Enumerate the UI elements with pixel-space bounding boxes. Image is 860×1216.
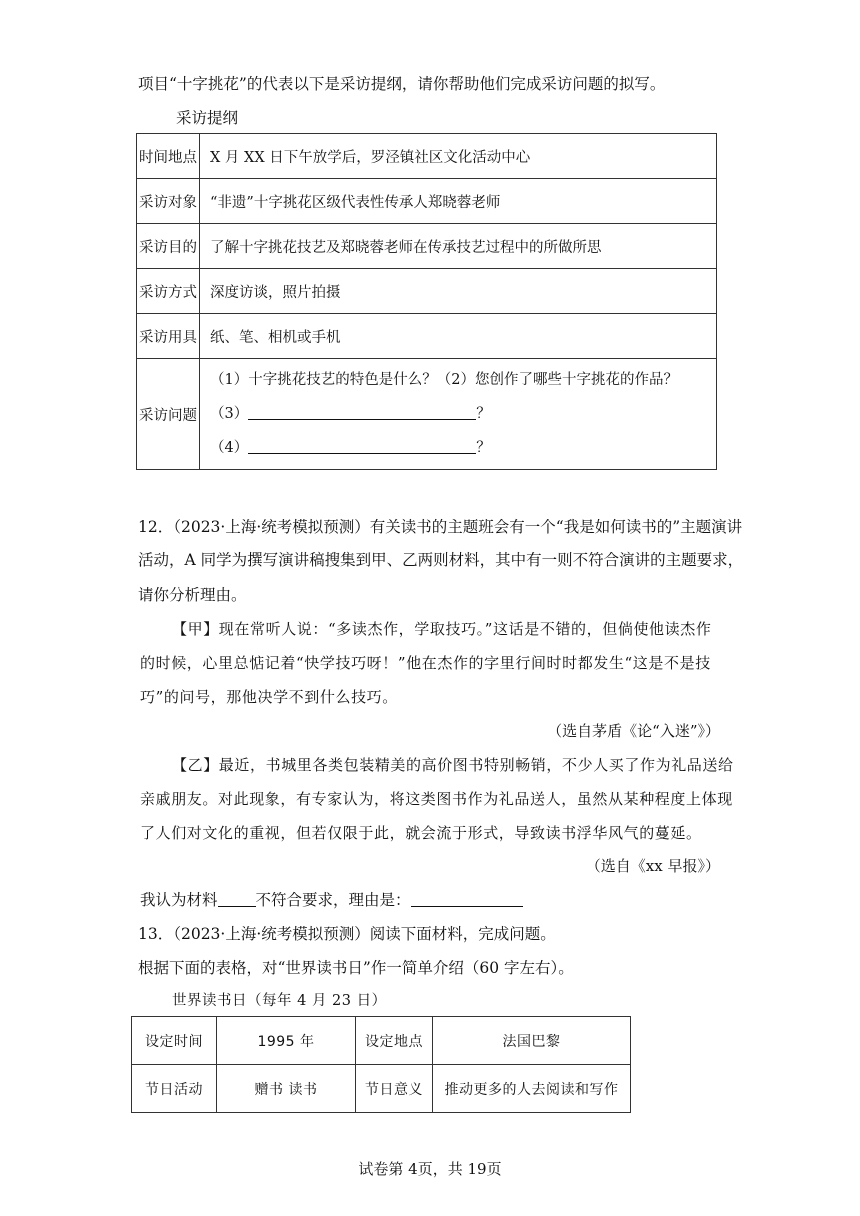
material-yi-line-1: 【乙】最近，书城里各类包装精美的高价图书特别畅销，不少人买了作为礼品送给	[172, 756, 734, 774]
q12-answer-line	[140, 888, 523, 910]
row-value: 深度访谈，照片拍摄	[200, 269, 717, 314]
q12-line-3: 请你分析理由。	[138, 586, 247, 604]
row-value: 了解十字挑花技艺及郑晓蓉老师在传承技艺过程中的所做所思	[200, 224, 717, 269]
material-jia-line-2: 的时候，心里总惦记着“快学技巧呀！”他在杰作的字里行间时时都发生“这是不是技	[140, 654, 711, 672]
table-cell: 推动更多的人去阅读和写作	[433, 1065, 631, 1113]
table-row	[137, 224, 717, 269]
reading-day-table-title: 世界读书日（每年 4 月 23 日）	[172, 993, 387, 1009]
table-row-questions	[137, 359, 717, 470]
answer-blank-3[interactable]	[248, 405, 476, 420]
question-mark: ？	[476, 440, 491, 456]
table-cell: 节日意义	[356, 1065, 433, 1113]
table-row	[132, 1017, 631, 1065]
question-4	[210, 431, 706, 465]
question-mark: ？	[476, 406, 491, 422]
reason-blank[interactable]	[411, 892, 523, 907]
table-row	[137, 314, 717, 359]
row-value: X 月 XX 日下午放学后，罗泾镇社区文化活动中心	[200, 134, 717, 179]
q12-line-2: 活动，A 同学为撰写演讲稿搜集到甲、乙两则材料，其中有一则不符合演讲的主题要求，	[138, 551, 744, 569]
material-yi-source: （选自《xx 早报》）	[585, 857, 720, 875]
q13-line-1: 13．（2023·上海·统考模拟预测）阅读下面材料，完成问题。	[138, 925, 556, 943]
questions-cell	[200, 359, 717, 470]
table-cell: 赠书 读书	[217, 1065, 356, 1113]
row-label: 采访目的	[137, 224, 200, 269]
row-label: 时间地点	[137, 134, 200, 179]
table-cell: 1995 年	[217, 1017, 356, 1065]
row-value: “非遗”十字挑花区级代表性传承人郑晓蓉老师	[200, 179, 717, 224]
q13-line-2: 根据下面的表格，对“世界读书日”作一简单介绍（60 字左右）。	[138, 959, 574, 977]
table-row	[137, 134, 717, 179]
intro-line: 项目“十字挑花”的代表以下是采访提纲，请你帮助他们完成采访问题的拟写。	[138, 75, 666, 93]
outline-title: 采访提纲	[176, 109, 239, 127]
row-label: 采访方式	[137, 269, 200, 314]
table-cell: 节日活动	[132, 1065, 217, 1113]
answer-middle: 不符合要求，理由是：	[255, 891, 411, 909]
material-jia-line-1: 【甲】现在常听人说：“多读杰作，学取技巧。”这话是不错的，但倘使他读杰作	[172, 620, 712, 638]
material-jia-line-3: 巧”的问号，那他决学不到什么技巧。	[140, 688, 398, 706]
table-row	[137, 179, 717, 224]
question-4-number: （4）	[210, 440, 249, 456]
interview-outline-table	[136, 133, 717, 470]
page-footer: 试卷第 4页，共 19页	[358, 1160, 502, 1178]
answer-blank-4[interactable]	[248, 439, 476, 454]
question-3	[210, 397, 706, 431]
row-value: 纸、笔、相机或手机	[200, 314, 717, 359]
material-yi-line-2: 亲戚朋友。对此现象，有专家认为，将这类图书作为礼品送人，虽然从某种程度上体现	[140, 790, 733, 808]
row-label: 采访问题	[137, 359, 200, 470]
table-row	[137, 269, 717, 314]
reading-day-table	[131, 1016, 631, 1113]
row-label: 采访用具	[137, 314, 200, 359]
material-yi-line-3: 了人们对文化的重视，但若仅限于此，就会流于形式，导致读书浮华风气的蔓延。	[140, 824, 702, 842]
q12-line-1: 12．（2023·上海·统考模拟预测）有关读书的主题班会有一个“我是如何读书的”主题演讲	[138, 518, 743, 536]
material-jia-source: （选自茅盾《论“入迷”》）	[547, 722, 720, 740]
question-3-number: （3）	[210, 406, 249, 422]
question-1-2: （1）十字挑花技艺的特色是什么？（2）您创作了哪些十字挑花的作品？	[210, 372, 678, 388]
row-label: 采访对象	[137, 179, 200, 224]
material-choice-blank[interactable]	[218, 892, 256, 907]
table-row	[132, 1065, 631, 1113]
table-cell: 设定地点	[356, 1017, 433, 1065]
table-cell: 设定时间	[132, 1017, 217, 1065]
answer-prefix: 我认为材料	[140, 891, 218, 909]
table-cell: 法国巴黎	[433, 1017, 631, 1065]
